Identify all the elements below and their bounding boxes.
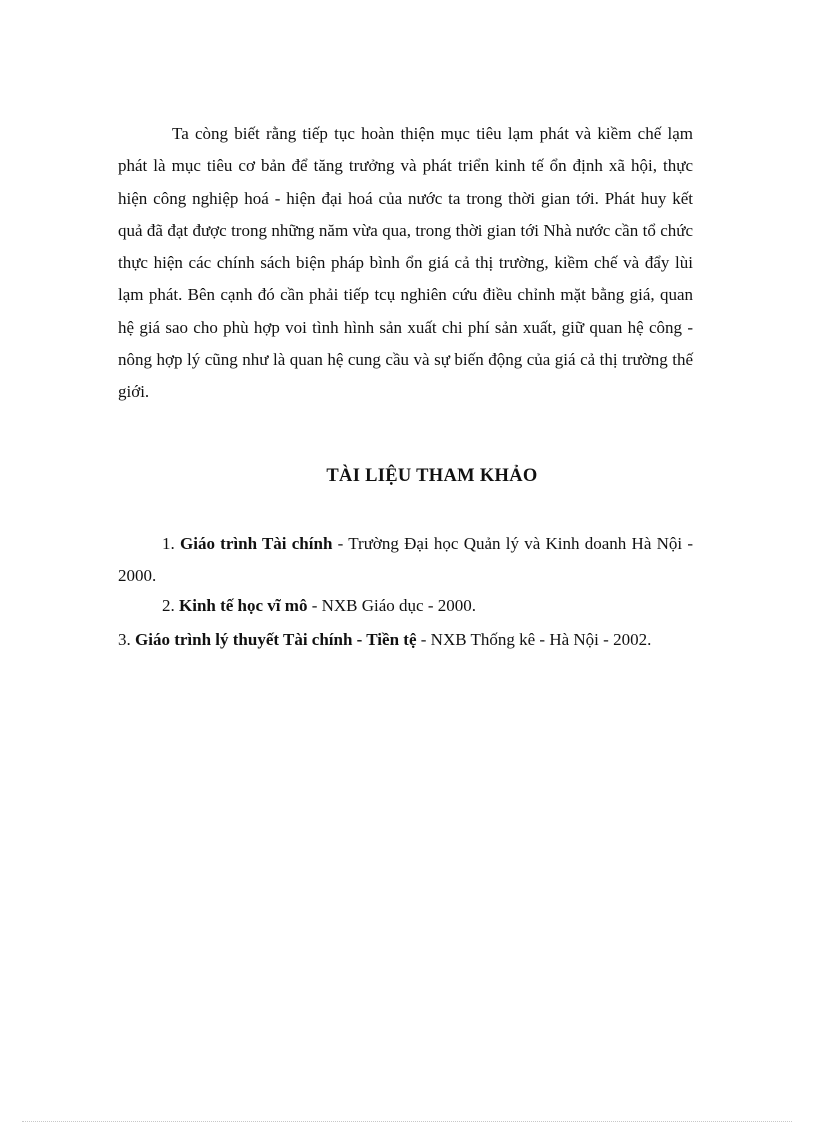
reference-item-2 — [162, 592, 702, 620]
reference-number: 3. — [118, 630, 131, 649]
references-heading: TÀI LIỆU THAM KHẢO — [326, 466, 538, 486]
reference-number: 1. — [162, 534, 175, 553]
reference-details: - NXB Giáo dục - 2000. — [311, 596, 477, 615]
reference-details: - NXB Thống kê - Hà Nội - 2002. — [420, 630, 652, 649]
page-bottom-border — [22, 1121, 792, 1122]
reference-item-1 — [118, 528, 693, 592]
reference-title: Giáo trình Tài chính — [180, 534, 333, 553]
reference-details: - Trường Đại học Quản lý và Kinh doanh Hà Nội - 2000. — [118, 534, 694, 585]
reference-title: Giáo trình lý thuyết Tài chính - Tiền tệ — [135, 630, 417, 649]
reference-number: 2. — [162, 596, 175, 615]
reference-item-3 — [118, 628, 693, 652]
reference-title: Kinh tế học vĩ mô — [179, 596, 308, 615]
body-paragraph: Ta còng biết rằng tiếp tục hoàn thiện mục tiêu lạm phát và kiềm chế lạm phát là mục tiêu cơ bản để tăng trưởng và phát triển kinh tế ổn định xã hội, thực hiện công nghiệp hoá - hiện đại hoá của nước ta trong thời gian tới. Phát huy kết quả đã đạt được trong những năm vừa qua, trong thời gian tới Nhà nước cần tổ chức thực hiện các chính sách biện pháp bình ổn giá cả thị trường, kiềm chế và đẩy lùi lạm phát. Bên cạnh đó cần phải tiếp tcụ nghiên cứu điều chỉnh mặt bằng giá, quan hệ giá sao cho phù hợp voi tình hình sản xuất chi phí sản xuất, giữ quan hệ công - nông hợp lý cũng như là quan hệ cung cầu và sự biến động của giá cả thị trường thế giới. — [118, 124, 693, 402]
